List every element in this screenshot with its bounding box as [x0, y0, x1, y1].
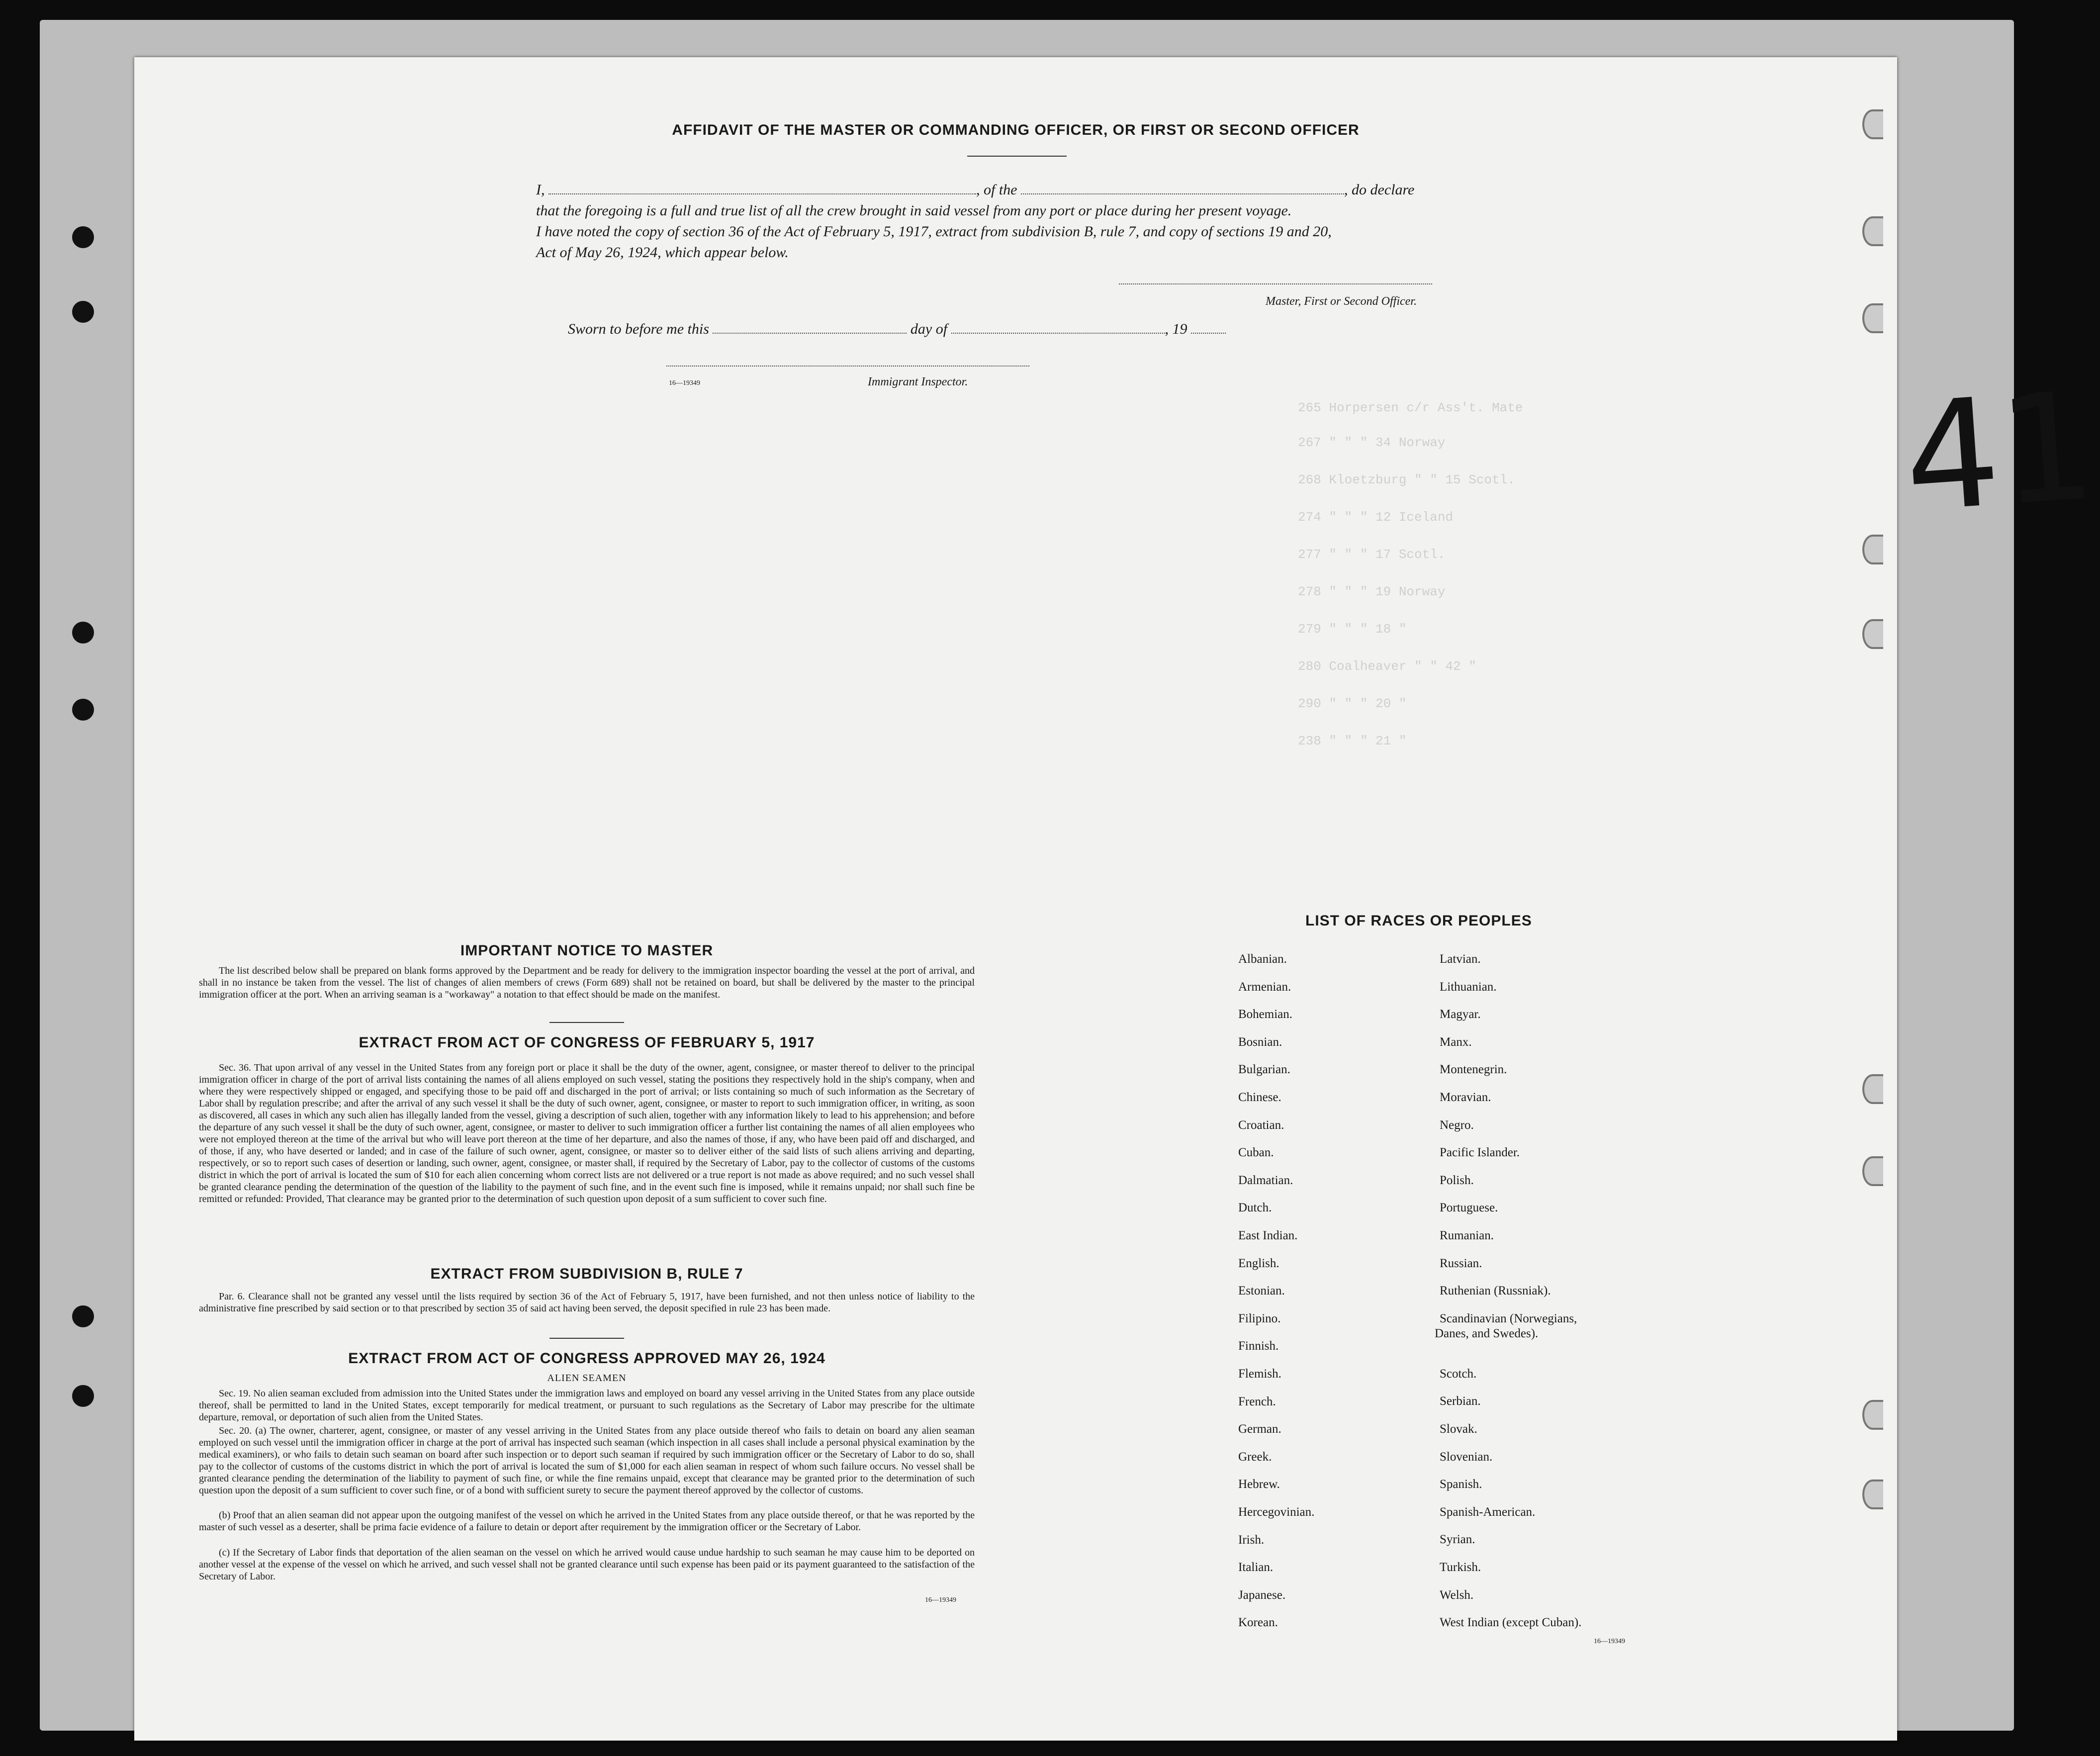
page-tab	[1862, 216, 1883, 246]
sworn-date-field[interactable]	[713, 333, 907, 334]
race-item: Danes, and Swedes).	[1435, 1326, 1539, 1340]
page-tab	[1862, 1074, 1883, 1104]
race-item: Greek.	[1238, 1450, 1272, 1464]
inspector-signature-line[interactable]	[666, 366, 1029, 367]
ghost-row: 268 Kloetzburg " " 15 Scotl.	[1298, 472, 1515, 487]
sec19-body: Sec. 19. No alien seaman excluded from admission into the United States under the immigration laws and employed on board any vessel arriving in the United States from any place outside thereof, shall be permitted to land in the United States, except temporarily for medical treatment, or pursuant to such regulations as the Secretary of Labor may prescribe for the ultimate departure, removal, or deportation of such alien from the United States.	[199, 1388, 975, 1423]
affidavit-i: I,	[536, 182, 545, 198]
ghost-row: 238 " " " 21 "	[1298, 734, 1407, 748]
affidavit-declare: , do declare	[1344, 182, 1415, 198]
race-item: English.	[1238, 1256, 1279, 1270]
race-item: Finnish.	[1238, 1339, 1279, 1353]
race-item: Ruthenian (Russniak).	[1440, 1284, 1551, 1298]
race-item: Scotch.	[1440, 1367, 1477, 1381]
ghost-row: 278 " " " 19 Norway	[1298, 584, 1446, 599]
binder-hole	[72, 1385, 94, 1407]
notice-title: IMPORTANT NOTICE TO MASTER	[460, 942, 714, 959]
race-item: Magyar.	[1440, 1008, 1481, 1021]
race-item: Cuban.	[1238, 1146, 1274, 1160]
ghost-row: 280 Coalheaver " " 42 "	[1298, 659, 1476, 674]
binder-hole	[72, 301, 94, 323]
vessel-field[interactable]	[1021, 193, 1344, 194]
races-title: LIST OF RACES OR PEOPLES	[1305, 913, 1532, 929]
binder-hole	[72, 699, 94, 721]
subdivision-b-body: Par. 6. Clearance shall not be granted any vessel until the lists required by section 36 of the Act of February 5, 1917, have been furnished, and not then unless notice of liability to the administrative fine prescribed by said section or to that prescribed by section 35 of said act having been served, the deposit specified in rule 23 has been made.	[199, 1291, 975, 1314]
affidavit-line3: I have noted the copy of section 36 of the Act of February 5, 1917, extract from subdivision B, rule 7, and copy of sections 19 and 20,	[536, 223, 1332, 240]
page-tab	[1862, 1156, 1883, 1186]
race-item: Russian.	[1440, 1256, 1482, 1270]
race-item: Armenian.	[1238, 980, 1291, 994]
race-item: Croatian.	[1238, 1118, 1284, 1132]
handwritten-page-number: 41	[1899, 359, 2100, 546]
race-item: Negro.	[1440, 1118, 1474, 1132]
race-item: Manx.	[1440, 1035, 1472, 1049]
binder-hole	[72, 622, 94, 644]
race-item: Flemish.	[1238, 1367, 1281, 1381]
race-item: Hebrew.	[1238, 1478, 1280, 1491]
race-item: Bulgarian.	[1238, 1063, 1290, 1077]
ghost-row: 290 " " " 20 "	[1298, 696, 1407, 711]
race-item: Portuguese.	[1440, 1201, 1498, 1215]
race-item: Welsh.	[1440, 1588, 1474, 1602]
race-item: Hercegovinian.	[1238, 1505, 1315, 1519]
affidavit-of: , of the	[976, 182, 1017, 198]
race-item: Slovenian.	[1440, 1450, 1493, 1464]
race-item: Spanish-American.	[1440, 1505, 1536, 1519]
race-item: Dutch.	[1238, 1201, 1272, 1215]
race-item: Latvian.	[1440, 952, 1481, 966]
ghost-row: 267 " " " 34 Norway	[1298, 435, 1446, 450]
sworn-year-label: , 19	[1165, 321, 1187, 337]
race-item: Slovak.	[1440, 1422, 1477, 1436]
divider	[549, 1022, 624, 1023]
affidavit-line2: that the foregoing is a full and true list of all the crew brought in said vessel from any port or place during her present voyage.	[536, 202, 1292, 219]
affidavit-line1	[536, 182, 1414, 198]
race-item: Pacific Islander.	[1440, 1146, 1520, 1160]
binder-hole	[72, 226, 94, 248]
page-tab	[1862, 1400, 1883, 1430]
race-item: Spanish.	[1440, 1478, 1482, 1491]
race-item: Montenegrin.	[1440, 1063, 1507, 1077]
race-item: Estonian.	[1238, 1284, 1285, 1298]
race-item: Polish.	[1440, 1173, 1474, 1187]
extract-1924-title: EXTRACT FROM ACT OF CONGRESS APPROVED MAY 26, 1924	[348, 1350, 825, 1367]
affidavit-line4: Act of May 26, 1924, which appear below.	[536, 244, 789, 261]
race-item: Bosnian.	[1238, 1035, 1282, 1049]
divider	[549, 1338, 624, 1339]
race-item: East Indian.	[1238, 1229, 1298, 1242]
form-number: 16—19349	[1594, 1638, 1625, 1645]
sec20a-body: Sec. 20. (a) The owner, charterer, agent, consignee, or master of any vessel arriving in the United States from any place outside thereof who fails to detain on board any alien seaman employed on such vessel until the immigration officer in charge at the port of arrival has inspected such seaman (which inspection in all cases shall include a personal physical examination by the medical examiners), or who fails to detain such seaman on board after such inspection or to deport such seaman if required by such immigration officer or the Secretary of Labor to do so, shall pay to the collector of customs of the customs district in which the port of arrival is located the sum of $1,000 for each alien seaman in respect of whom such failure occurs. No vessel shall be granted clearance pending the determination of the liability to payment of such fine, or while the fine remains unpaid, except that clearance may be granted prior to the determination of such question upon the deposit of a sum sufficient to cover such fine, or of a bond with sufficient surety to secure the payment thereof approved by the collector of customs.	[199, 1425, 975, 1496]
manifest-page	[134, 57, 2100, 1741]
extract-1917-body: Sec. 36. That upon arrival of any vessel in the United States from any foreign port or place it shall be the duty of the owner, agent, consignee, or master thereof to deliver to the principal immigration officer in charge of the port of arrival lists containing the names of all aliens employed on such vessel, stating the positions they respectively hold in the ship's company, when and where they were respectively shipped or engaged, and specifying those to be paid off and discharged in the port of arrival; or lists containing so much of such information as the Secretary of Labor shall by regulation prescribe; and after the arrival of any such vessel it shall be the duty of such owner, agent, consignee, or master to report to such immigration officer, in writing, as soon as discovered, all cases in which any such alien has illegally landed from the vessel, giving a description of such alien, together with any information likely to lead to his apprehension; and before the departure of any such vessel it shall be the duty of such owner, agent, consignee, or master to deliver to such immigration officer a further list containing the names of all alien employees who were not employed thereon at the time of the arrival but who will leave port thereon at the time of her departure, and also the names of those, if any, who have been paid off and discharged, and of those, if any, who have deserted or landed; and in case of the failure of such owner, agent, consignee, or master so to deliver either of the said lists of such aliens arriving and departing, respectively, or so to report such cases of desertion or landing, such owner, agent, consignee, or master shall, if required by the Secretary of Labor, pay to the collector of customs of the customs district in which the port of arrival is located the sum of $10 for each alien concerning whom correct lists are not delivered or a true report is not made as above required; and no such vessel shall be granted clearance pending the determination of the question of the liability to the payment of such fine, and in the event such fine is imposed, while it remains unpaid; nor shall such fine be remitted or refunded: Provided, That clearance may be granted prior to the determination of such question upon deposit of a sum sufficient to cover such fine.	[199, 1062, 975, 1204]
notice-body: The list described below shall be prepared on blank forms approved by the Department and be ready for delivery to the immigration inspector boarding the vessel at the port of arrival, and shall in no instance be taken from the vessel. The list of changes of alien members of crews (Form 689) shall not be retained on board, but shall be delivered by the master to the principal immigration officer at the port. When an arriving seaman is a "workaway" a notation to that effect should be made on the manifest.	[199, 965, 975, 1000]
race-item: Scandinavian (Norwegians,	[1440, 1311, 1577, 1325]
sworn-month-field[interactable]	[951, 333, 1165, 334]
extract-1924-subtitle: ALIEN SEAMEN	[547, 1373, 627, 1384]
name-field[interactable]	[548, 193, 976, 194]
page-tab	[1862, 619, 1883, 649]
sworn-year-field[interactable]	[1191, 333, 1226, 334]
signature-label: Master, First or Second Officer.	[1266, 295, 1417, 308]
form-number: 16—19349	[925, 1596, 956, 1604]
race-item: West Indian (except Cuban).	[1440, 1616, 1582, 1630]
race-item: Albanian.	[1238, 952, 1287, 966]
page-tab	[1862, 1479, 1883, 1509]
inspector-label: Immigrant Inspector.	[868, 375, 968, 388]
race-item: French.	[1238, 1394, 1276, 1408]
ghost-row: 279 " " " 18 "	[1298, 622, 1407, 637]
binder-hole	[72, 1305, 94, 1327]
form-number: 16—19349	[669, 379, 700, 387]
race-item: Serbian.	[1440, 1394, 1481, 1408]
race-item: Korean.	[1238, 1616, 1278, 1630]
extract-1917-title: EXTRACT FROM ACT OF CONGRESS OF FEBRUARY 5, 1917	[359, 1034, 815, 1051]
race-item: Rumanian.	[1440, 1229, 1494, 1242]
race-item: Turkish.	[1440, 1561, 1481, 1574]
ghost-row: 265 Horpersen c/r Ass't. Mate	[1298, 400, 1523, 415]
sec20b-body: (b) Proof that an alien seaman did not appear upon the outgoing manifest of the vessel on which he arrived in the United States from any place outside thereof, or that he was reported by the master of such vessel as a deserter, shall be prima facie evidence of a failure to detain or deport after requirement by the immigration officer or the Secretary of Labor.	[199, 1510, 975, 1533]
subdivision-b-title: EXTRACT FROM SUBDIVISION B, RULE 7	[430, 1266, 743, 1282]
ghost-row: 274 " " " 12 Iceland	[1298, 510, 1454, 525]
race-item: Chinese.	[1238, 1091, 1281, 1104]
race-item: Moravian.	[1440, 1091, 1491, 1104]
race-item: German.	[1238, 1422, 1281, 1436]
sworn-day-label: day of	[910, 321, 948, 337]
sworn-prefix: Sworn to before me this	[568, 321, 709, 337]
race-item: Japanese.	[1238, 1588, 1286, 1602]
race-item: Lithuanian.	[1440, 980, 1497, 994]
page-tab	[1862, 535, 1883, 564]
ghost-row: 277 " " " 17 Scotl.	[1298, 547, 1446, 562]
race-item: Syrian.	[1440, 1533, 1475, 1547]
affidavit-title: AFFIDAVIT OF THE MASTER OR COMMANDING OFFICER, OR FIRST OR SECOND OFFICER	[672, 122, 1360, 138]
signature-line[interactable]	[1119, 283, 1432, 284]
divider	[967, 156, 1067, 157]
race-item: Dalmatian.	[1238, 1173, 1293, 1187]
race-item: Bohemian.	[1238, 1008, 1293, 1021]
race-item: Filipino.	[1238, 1311, 1281, 1325]
sec20c-body: (c) If the Secretary of Labor finds that deportation of the alien seaman on the vessel on which he arrived would cause undue hardship to such seaman he may cause him to be deported on another vessel at the expense of the vessel on which he arrived, and such vessel shall not be granted clearance until such expense has been paid or its payment guaranteed to the satisfaction of the Secretary of Labor.	[199, 1547, 975, 1582]
race-item: Italian.	[1238, 1561, 1274, 1574]
page-tab	[1862, 303, 1883, 333]
race-item: Irish.	[1238, 1533, 1265, 1547]
sworn-line	[568, 321, 1226, 338]
